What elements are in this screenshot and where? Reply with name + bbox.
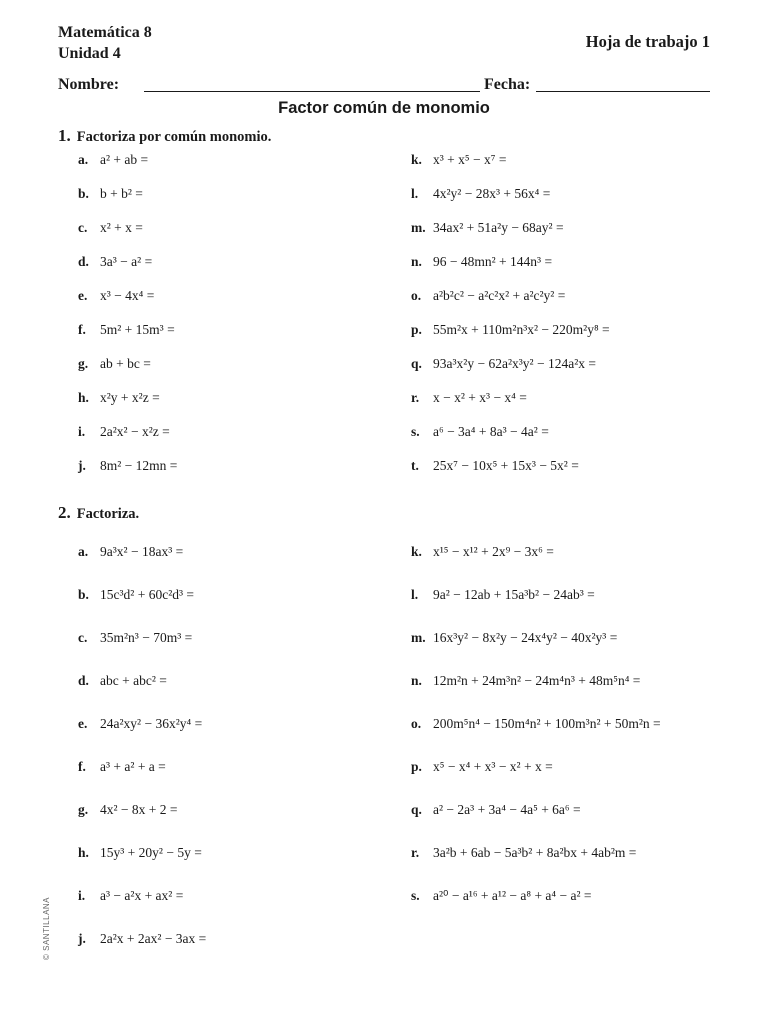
exercise-letter: n.	[411, 673, 422, 688]
exercise-item	[411, 630, 617, 646]
exercise-expression: x − x² + x³ − x⁴ =	[433, 390, 527, 405]
exercise-expression: 4x² − 8x + 2 =	[100, 802, 178, 817]
date-label: Fecha:	[484, 76, 531, 93]
exercise-letter: o.	[411, 716, 422, 731]
sheet-title: Hoja de trabajo 1	[585, 32, 710, 51]
exercise-expression: x² + x =	[100, 220, 143, 235]
exercise-expression: 5m² + 15m³ =	[100, 322, 175, 337]
exercise-letter: d.	[78, 673, 89, 688]
exercise-item	[78, 152, 148, 168]
exercise-letter: h.	[78, 845, 89, 860]
exercise-letter: f.	[78, 322, 86, 337]
exercise-expression: 35m²n³ − 70m³ =	[100, 630, 193, 645]
exercise-letter: f.	[78, 759, 86, 774]
exercise-expression: 24a²xy² − 36x²y⁴ =	[100, 716, 203, 731]
exercise-item	[411, 220, 564, 236]
exercise-expression: b + b² =	[100, 186, 143, 201]
exercise-letter: b.	[78, 587, 89, 602]
exercise-letter: h.	[78, 390, 89, 405]
exercise-item	[78, 759, 166, 775]
exercise-item	[411, 759, 553, 775]
unit-name: Unidad 4	[58, 45, 121, 62]
exercise-item	[78, 845, 202, 861]
exercise-expression: x³ + x⁵ − x⁷ =	[433, 152, 507, 167]
exercise-expression: 9a³x² − 18ax³ =	[100, 544, 184, 559]
exercise-letter: o.	[411, 288, 422, 303]
exercise-item	[78, 458, 177, 474]
exercise-letter: e.	[78, 288, 88, 303]
exercise-letter: i.	[78, 424, 86, 439]
exercise-letter: t.	[411, 458, 419, 473]
exercise-item	[78, 931, 206, 947]
exercise-letter: q.	[411, 356, 422, 371]
exercise-item	[78, 587, 194, 603]
exercise-item	[411, 458, 579, 474]
name-date-row	[58, 76, 710, 96]
exercise-item	[411, 186, 550, 202]
exercise-item	[78, 288, 154, 304]
exercise-letter: q.	[411, 802, 422, 817]
exercise-letter: s.	[411, 888, 420, 903]
exercise-letter: e.	[78, 716, 88, 731]
exercise-item	[411, 845, 636, 861]
exercise-letter: l.	[411, 587, 419, 602]
exercise-letter: k.	[411, 544, 422, 559]
exercise-letter: c.	[78, 630, 88, 645]
exercise-expression: 3a³ − a² =	[100, 254, 153, 269]
exercise-item	[78, 390, 160, 406]
section-2-number: 2.	[58, 503, 71, 522]
exercise-expression: 34ax² + 51a²y − 68ay² =	[433, 220, 564, 235]
exercise-letter: j.	[78, 458, 86, 473]
exercise-expression: a² − 2a³ + 3a⁴ − 4a⁵ + 6a⁶ =	[433, 802, 581, 817]
section-2-heading	[58, 503, 139, 523]
exercise-expression: a⁶ − 3a⁴ + 8a³ − 4a² =	[433, 424, 549, 439]
exercise-letter: l.	[411, 186, 419, 201]
section-1-number: 1.	[58, 126, 71, 145]
exercise-item	[78, 356, 151, 372]
exercise-letter: g.	[78, 356, 89, 371]
exercise-letter: m.	[411, 220, 426, 235]
exercise-letter: k.	[411, 152, 422, 167]
exercise-item	[411, 587, 595, 603]
exercise-item	[411, 288, 565, 304]
exercise-item	[78, 888, 183, 904]
exercise-letter: a.	[78, 544, 89, 559]
exercise-expression: 55m²x + 110m²n³x² − 220m²y⁸ =	[433, 322, 610, 337]
name-label: Nombre:	[58, 76, 120, 93]
exercise-expression: 25x⁷ − 10x⁵ + 15x³ − 5x² =	[433, 458, 579, 473]
exercise-letter: s.	[411, 424, 420, 439]
exercise-item	[411, 254, 552, 270]
section-2-title: Factoriza.	[76, 506, 140, 522]
exercise-expression: 9a² − 12ab + 15a³b² − 24ab³ =	[433, 587, 595, 602]
exercise-letter: c.	[78, 220, 88, 235]
exercise-item	[78, 716, 202, 732]
exercise-expression: 15y³ + 20y² − 5y =	[100, 845, 202, 860]
exercise-expression: x⁵ − x⁴ + x³ − x² + x =	[433, 759, 553, 774]
exercise-expression: 12m²n + 24m³n² − 24m⁴n³ + 48m⁵n⁴ =	[433, 673, 641, 688]
exercise-item	[78, 673, 167, 689]
exercise-item	[411, 424, 549, 440]
exercise-item	[411, 802, 581, 818]
exercise-letter: b.	[78, 186, 89, 201]
exercise-letter: a.	[78, 152, 89, 167]
exercise-item	[411, 390, 527, 406]
exercise-expression: x³ − 4x⁴ =	[100, 288, 155, 303]
exercise-item	[78, 254, 152, 270]
exercise-expression: 2a²x + 2ax² − 3ax =	[100, 931, 207, 946]
header-course-unit	[58, 22, 152, 64]
exercise-item	[78, 220, 143, 236]
exercise-letter: i.	[78, 888, 86, 903]
exercise-expression: ab + bc =	[100, 356, 151, 371]
exercise-expression: a²⁰ − a¹⁶ + a¹² − a⁸ + a⁴ − a² =	[433, 888, 592, 903]
copyright-notice: © SANTILLANA	[42, 896, 51, 960]
exercise-expression: x¹⁵ − x¹² + 2x⁹ − 3x⁶ =	[433, 544, 554, 559]
exercise-item	[411, 888, 592, 904]
exercise-item	[411, 322, 610, 338]
exercise-expression: 4x²y² − 28x³ + 56x⁴ =	[433, 186, 551, 201]
section-1-heading	[58, 126, 271, 146]
exercise-expression: x²y + x²z =	[100, 390, 160, 405]
name-line	[144, 91, 480, 92]
exercise-item	[411, 356, 596, 372]
exercise-expression: 15c³d² + 60c²d³ =	[100, 587, 195, 602]
exercise-letter: m.	[411, 630, 426, 645]
exercise-item	[411, 544, 554, 560]
exercise-item	[411, 716, 661, 732]
course-name: Matemática 8	[58, 24, 152, 41]
exercise-expression: 200m⁵n⁴ − 150m⁴n² + 100m³n² + 50m²n =	[433, 716, 661, 731]
date-line	[536, 91, 710, 92]
exercise-item	[78, 544, 183, 560]
exercise-expression: 96 − 48mn² + 144n³ =	[433, 254, 553, 269]
exercise-expression: 3a²b + 6ab − 5a³b² + 8a²bx + 4ab²m =	[433, 845, 637, 860]
exercise-item	[78, 802, 178, 818]
exercise-letter: d.	[78, 254, 89, 269]
exercise-expression: 16x³y² − 8x²y − 24x⁴y² − 40x²y³ =	[433, 630, 618, 645]
section-1-title: Factoriza por común monomio.	[76, 129, 272, 145]
exercise-item	[411, 152, 506, 168]
worksheet-title: Factor común de monomio	[278, 99, 490, 117]
exercise-expression: a³ − a²x + ax² =	[100, 888, 184, 903]
exercise-letter: p.	[411, 759, 422, 774]
exercise-item	[78, 630, 192, 646]
exercise-expression: a²b²c² − a²c²x² + a²c²y² =	[433, 288, 566, 303]
exercise-expression: a³ + a² + a =	[100, 759, 166, 774]
exercise-letter: r.	[411, 390, 420, 405]
exercise-item	[78, 186, 143, 202]
exercise-letter: g.	[78, 802, 89, 817]
exercise-letter: p.	[411, 322, 422, 337]
exercise-expression: 2a²x² − x²z =	[100, 424, 170, 439]
exercise-expression: 8m² − 12mn =	[100, 458, 178, 473]
exercise-expression: abc + abc² =	[100, 673, 167, 688]
exercise-expression: a² + ab =	[100, 152, 149, 167]
exercise-item	[78, 322, 175, 338]
exercise-item	[78, 424, 170, 440]
exercise-letter: j.	[78, 931, 86, 946]
exercise-expression: 93a³x²y − 62a²x³y² − 124a²x =	[433, 356, 596, 371]
exercise-letter: n.	[411, 254, 422, 269]
exercise-letter: r.	[411, 845, 420, 860]
exercise-item	[411, 673, 640, 689]
